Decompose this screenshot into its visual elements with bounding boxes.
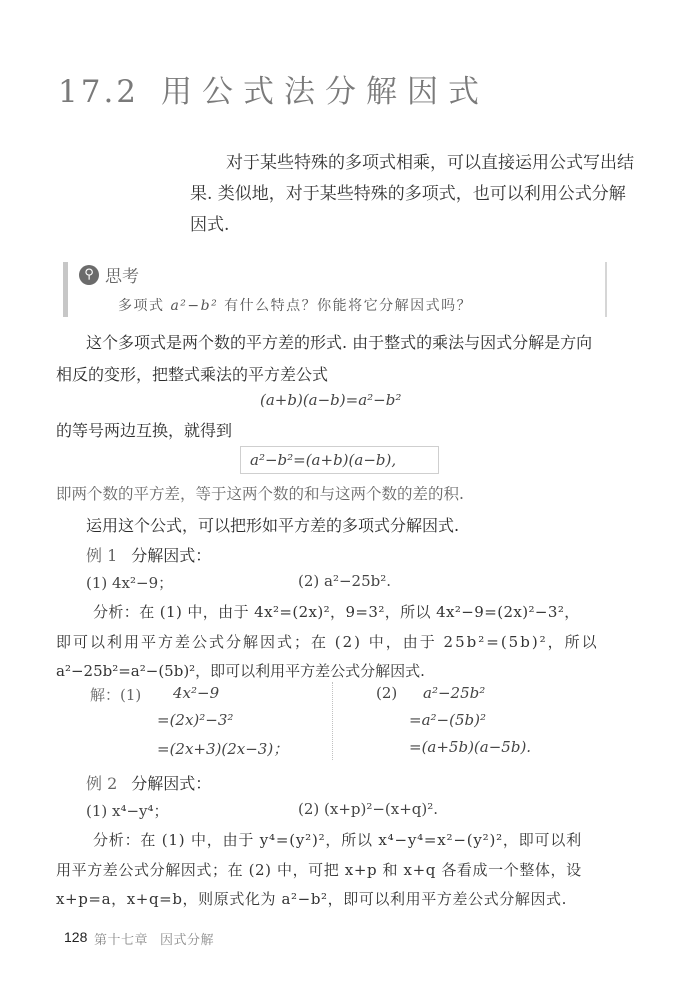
intro-line: 对于某些特殊的多项式相乘，可以直接运用公式写出结 [226,153,634,173]
body-paragraph-1-line-2: 相反的变形，把整式乘法的平方差公式 [56,365,329,384]
body-paragraph-4: 运用这个公式，可以把形如平方差的多项式分解因式. [86,516,460,535]
solution-label: 解：(1) [90,686,142,704]
question-suffix: 有什么特点？你能将它分解因式吗？ [218,298,473,314]
example-1-analysis-line-1: 分析：在 (1) 中，由于 4x²=(2x)²，9=3²，所以 4x²−9=(2x)²−3²， [93,603,580,621]
think-box-right-border [605,262,607,317]
body-paragraph-2: 的等号两边互换，就得到 [56,421,233,440]
intro-paragraph [190,148,634,241]
section-heading [58,66,489,111]
boxed-formula: a²−b²=(a+b)(a−b), [240,446,439,474]
chapter-title: 因式分解 [160,933,215,948]
example-1-label: 例 1 [86,546,118,565]
example-2-analysis-line-2: 用平方差公式分解因式；在 (2) 中，可把 x+p 和 x+q 各看成一个整体，设 [56,861,582,879]
example-1-item-1: (1) 4x²−9； [86,574,174,592]
page-number: 128 [64,929,88,945]
solution-1-step-1: 4x²−9 [173,684,220,702]
question-prefix: 多项式 [118,298,171,314]
example-2-item-1: (1) x⁴−y⁴； [86,802,169,820]
example-2-analysis-line-3: x+p=a，x+q=b，则原式化为 a²−b²，即可以利用平方差公式分解因式. [56,890,568,908]
section-number: 17.2 [58,74,140,110]
section-title: 用公式法分解因式 [161,74,490,110]
example-2-header [86,771,211,794]
running-footer [94,929,214,948]
example-1-item-2: (2) a²−25b². [298,572,392,590]
solution-2-step-3: =(a+5b)(a−5b). [409,738,532,756]
solution-2-step-2: =a²−(5b)² [409,711,486,729]
example-1-analysis-line-2: 即可以利用平方差公式分解因式；在 (2) 中，由于 25b²=(5b)²，所以 [56,633,599,651]
lightbulb-icon: ⚲ [79,265,99,285]
difference-of-squares-formula: (a+b)(a−b)=a²−b² [260,391,402,409]
body-paragraph-1-line-1: 这个多项式是两个数的平方差的形式. 由于整式的乘法与因式分解是方向 [86,333,593,352]
intro-line: 因式. [190,215,230,235]
example-2-item-2: (2) (x+p)²−(x+q)². [298,800,439,818]
example-1-analysis-line-3: a²−25b²=a²−(5b)²，即可以利用平方差公式分解因式. [56,662,425,680]
example-2-prompt: 分解因式： [131,774,212,793]
example-1-header [86,543,211,566]
question-math: a²−b² [170,298,219,314]
solution-1-step-3: =(2x+3)(2x−3)； [157,740,289,758]
example-1-prompt: 分解因式： [131,546,212,565]
think-box [63,262,613,317]
chapter-label: 第十七章 [94,933,149,948]
example-2-analysis-line-1: 分析：在 (1) 中，由于 y⁴=(y²)²，所以 x⁴−y⁴=x²−(y²)²，即可以利 [93,831,582,849]
solution-divider [332,682,333,760]
solution-2-step-1: a²−25b² [423,684,486,702]
solution-1-step-2: =(2x)²−3² [157,711,234,729]
solution-2-label: (2) [376,684,398,702]
think-question [118,295,472,315]
example-2-label: 例 2 [86,774,118,793]
think-title: 思考 [105,267,139,287]
body-paragraph-3: 即两个数的平方差，等于这两个数的和与这两个数的差的积. [56,485,464,503]
intro-line: 果. 类似地，对于某些特殊的多项式，也可以利用公式分解 [190,184,626,204]
